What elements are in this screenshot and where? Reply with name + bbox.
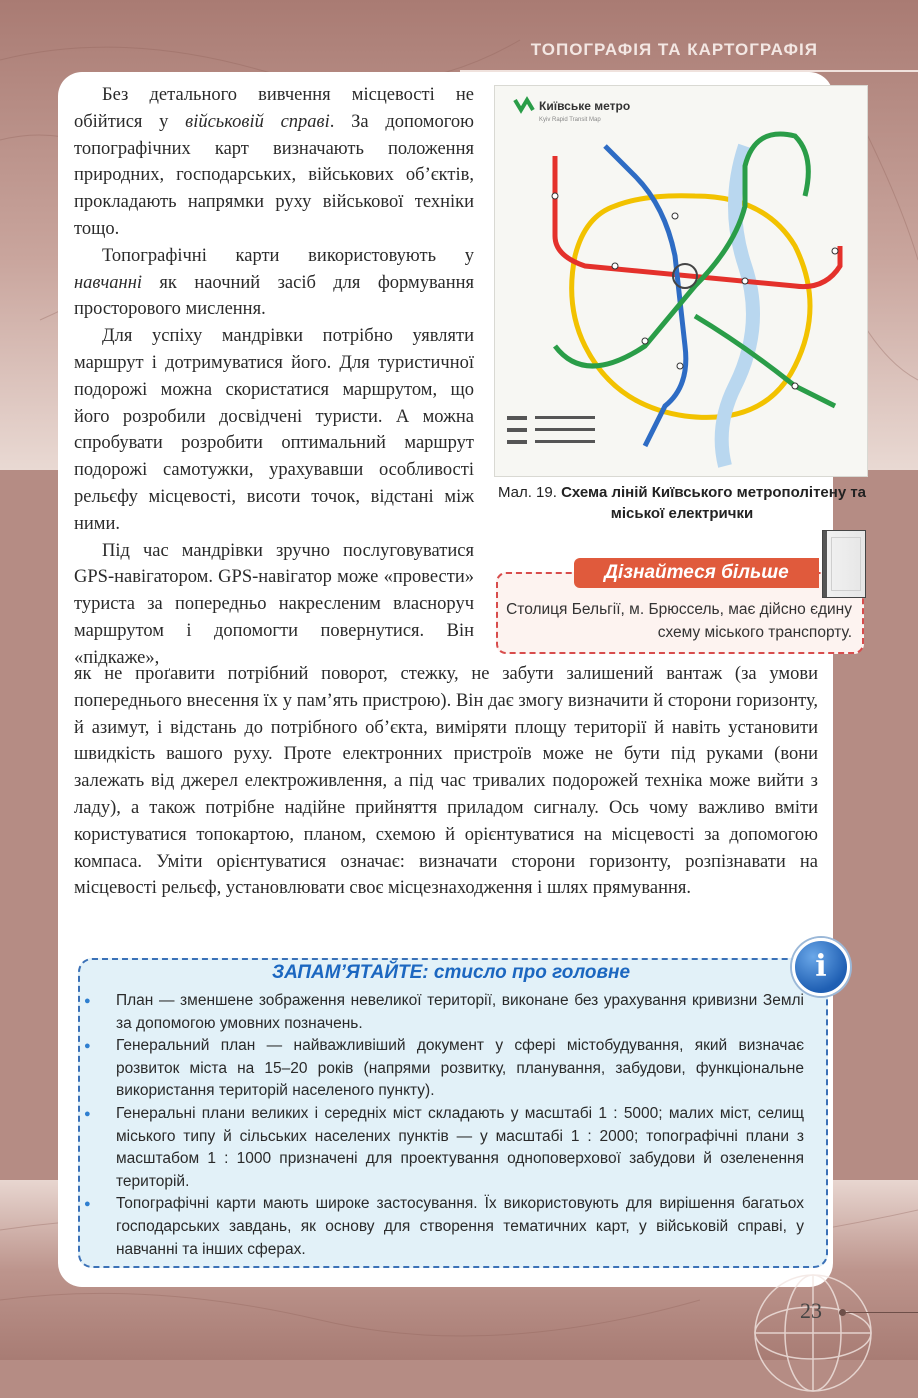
blue-line — [605, 146, 686, 446]
paragraph-gps-start: Під час мандрівки зручно послуговуватися GPS-навігатором. GPS-навігатор може «провести» туриста за попередньо накресленим власноруч маршрутом і допомогти повернутися. Він «підкаже», — [74, 540, 474, 668]
page-number: 23 — [800, 1298, 822, 1323]
p2-emphasis: навчанні — [74, 272, 143, 293]
p1-emphasis: військовій справі — [185, 111, 330, 132]
learn-more-text: Столиця Бельгії, м. Брюссель, має дійсно єдину схему міського транспорту. — [506, 601, 852, 641]
paragraph-education — [74, 243, 474, 323]
metro-map-drawing — [495, 86, 867, 476]
remember-title: ЗАПАМ’ЯТАЙТЕ: стисло про головне — [271, 962, 631, 983]
red-line — [555, 156, 840, 287]
p1-text-b: . За допомогою топографічних карт визначають положення природних, господарських, військових об’єктів, прокладають напрямки руху військової техніки тощо. — [74, 111, 474, 239]
caption-prefix: Мал. 19. — [497, 484, 557, 501]
globe-icon — [748, 1268, 878, 1398]
remember-item: ● Топографічні карти мають широке застосування. Їх використовують для вирішення багатьох господарських завдань, як основу для створення тематичних карт, у військовій справі, у навчанні та інших сферах. — [84, 1193, 804, 1261]
p2-text-b: як наочний засіб для формування просторового мислення. — [74, 272, 474, 320]
caption-title: Схема ліній Київського метрополітену та міської електрички — [561, 484, 867, 522]
text-column-narrow — [74, 82, 474, 672]
text-column-wide — [74, 661, 818, 902]
metro-logo-icon — [515, 100, 533, 110]
page-number-rule — [842, 1312, 918, 1313]
green-line-south — [695, 316, 835, 406]
metro-map-figure — [494, 85, 868, 477]
paragraph-military — [74, 82, 474, 243]
yellow-electric-ring — [572, 196, 810, 418]
remember-list — [84, 990, 804, 1261]
map-subtitle: Kyiv Rapid Transit Map — [539, 117, 601, 123]
info-icon: i — [792, 938, 850, 996]
book-icon — [822, 530, 866, 598]
p2-text-a: Топографічні карти використовують у — [102, 245, 474, 266]
remember-item: ● План — зменшене зображення невеликої території, виконане без урахування кривизни Землі за допомогою умовних позначень. — [84, 990, 804, 1035]
paragraph-travel: Для успіху мандрівки потрібно уявляти маршрут і дотримуватися його. Для туристичної подорожі можна скористатися маршрутом, що його розробили досвідчені туристи. А можна спробувати розробити оптимальний маршрут подорожі самотужки, урахувавши особливості рельєфу місцевості, висоти точок, відстані між ними. — [74, 326, 474, 534]
remember-item: ● Генеральний план — найважливіший документ у сфері містобудування, який визначає розвиток міста на 15–20 років (напрями розвитку, планування, забудови, функціональне використання територій населеного пункту). — [84, 1035, 804, 1103]
river-dnipro — [722, 146, 753, 466]
p1-text-a: Без детального вивчення місцевості не обійтися у — [74, 85, 474, 132]
remember-item: ● Генеральні плани великих і середніх міст складають у масштабі 1 : 5000; малих міст, селищ міського типу й сільських населених пунктів — у масштабі 1 : 2000; топографічні плани з масштабом 1 : 1000 призначені для проектування одноповерхової забудови й озеленення територій. — [84, 1103, 804, 1193]
map-title: Київське метро — [539, 99, 631, 113]
learn-more-title: Дізнайтеся більше — [574, 558, 819, 588]
section-header: ТОПОГРАФІЯ ТА КАРТОГРАФІЯ — [530, 40, 818, 59]
paragraph-gps-continued: як не проґавити потрібний поворот, стежку, не забути залишений вантаж (за умови попереднього внесення їх у пам’ять пристрою). Він дає змогу визначити й сторони горизонту, й азимут, і відстань до потрібного об’єкта, виміряти площу території й навіть установити швидкість вашого руху. Проте електронних пристроїв може не бути під руками (вони залежать від джерел електроживлення, а під час тривалих подорожей техніка може вийти з ладу), а також потрібне надійне прийняття приладом сигналу. Ось чому важливо вміти користуватися топокартою, планом, схемою й орієнтуватися на місцевості за допомогою компаса. Уміти орієнтуватися означає: визначати сторони горизонту, розпізнавати на місцевості рельєф, установлювати своє місцезнаходження і шлях прямування. — [74, 664, 818, 899]
figure-caption — [496, 482, 868, 524]
